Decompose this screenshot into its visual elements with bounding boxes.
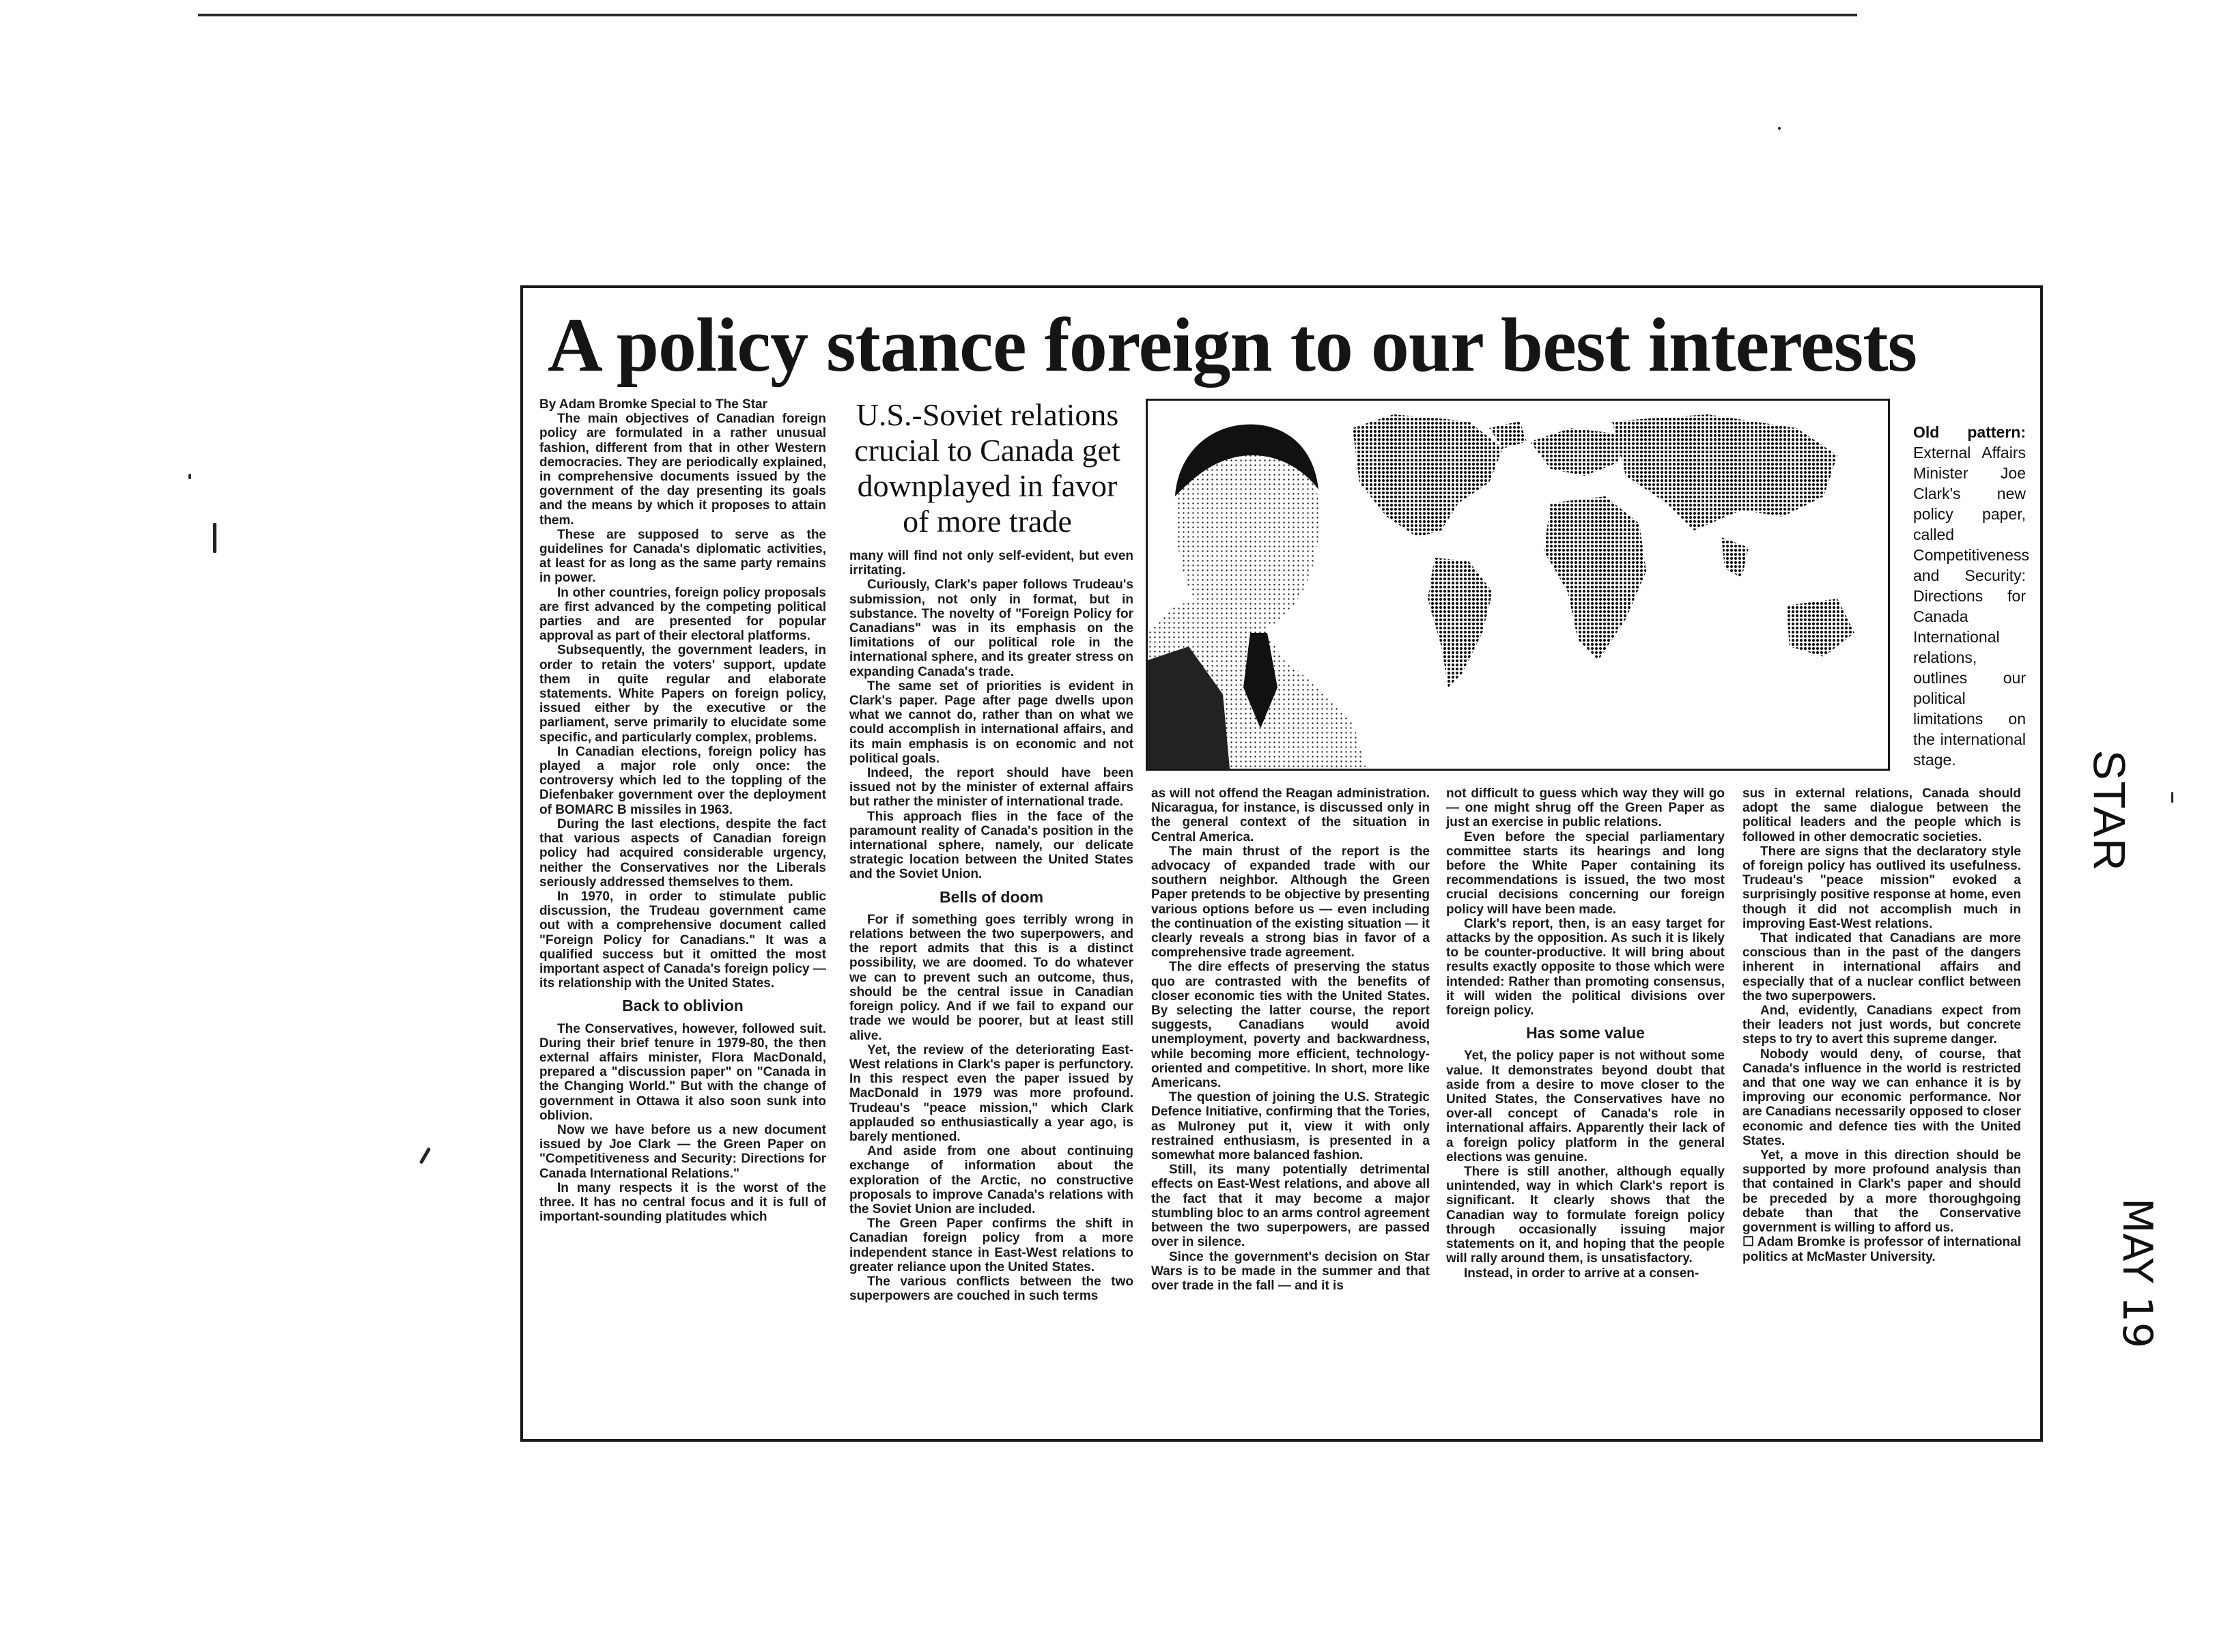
deck-subheadline: U.S.-Soviet relations crucial to Canada get downplayed in favor of more trade	[854, 397, 1120, 539]
publication-note: STAR	[2084, 750, 2135, 872]
paragraph: The Conservatives, however, followed suit. During their brief tenure in 1979-80, the then external affairs minister, Flora MacDonald, prepared a "discussion paper" on "Canada in the Changing World." But with the change of government in Ottawa it also soon sunk into oblivion.	[539, 1021, 826, 1123]
paragraph: In many respects it is the worst of the three. It has no central focus and it is full of important-sounding platitudes which	[539, 1180, 826, 1225]
paragraph: In Canadian elections, foreign policy has played a major role only once: the controversy which led to the toppling of the Diefenbaker government over the deployment of BOMARC B missiles in 1963.	[539, 744, 826, 817]
paragraph: Curiously, Clark's paper follows Trudeau's submission, not only in format, but in substance. The novelty of "Foreign Policy for Canadians" was in its emphasis on the limitations of our political role in the international sphere, and its greater stress on expanding Canada's trade.	[849, 578, 1133, 679]
scan-top-rule	[198, 14, 1857, 16]
caption-text: External Affairs Minister Joe Clark's new policy paper, called Competitiveness and Security: Directions for Canada International relations, outlines our political limitations on the international stage.	[1913, 444, 2030, 769]
subhead-bells-of-doom: Bells of doom	[939, 887, 1044, 906]
paragraph: That indicated that Canadians are more conscious than in the past of the dangers inherent in international affairs and especially that of a nuclear conflict between the two superpowers.	[1742, 931, 2021, 1003]
paragraph: Since the government's decision on Star Wars is to be made in the summer and that over trade in the fall — and it is	[1151, 1249, 1430, 1293]
paragraph: Instead, in order to arrive at a consen-	[1464, 1266, 1699, 1281]
author-note: ☐ Adam Bromke is professor of international politics at McMaster University.	[1742, 1235, 2021, 1264]
byline: By Adam Bromke Special to The Star	[539, 397, 768, 412]
paragraph: Yet, a move in this direction should be supported by more profound analysis than that contained in Clark's paper and should be preceded by a more thoroughgoing debate than that the Conservative government is willing to afford us.	[1742, 1148, 2021, 1236]
paragraph: The question of joining the U.S. Strategic Defence Initiative, confirming that the Tories, as Mulroney put it, view it with only restrained enthusiasm, is presented in a somewhat more balanced fashion.	[1151, 1090, 1430, 1163]
newspaper-clipping	[520, 285, 2043, 1442]
portrait-over-world-map-icon	[1148, 401, 1888, 769]
paragraph: And, evidently, Canadians expect from their leaders not just words, but concrete steps to try to avert this supreme danger.	[1742, 1003, 2021, 1047]
caption-lead: Old pattern:	[1913, 423, 2026, 441]
paragraph: During the last elections, despite the fact that various aspects of Canadian foreign policy had acquired considerable urgency, neither the Conservatives nor the Liberals seriously addressed themselves to them.	[539, 816, 826, 889]
article-column-1	[539, 397, 826, 1224]
paragraph: Still, its many potentially detrimental effects on East-West relations, and above all the fact that it may become a major stumbling bloc to an arms control agreement between the two superpowers, are passed over in silence.	[1151, 1163, 1430, 1250]
paragraph: The Green Paper confirms the shift in Canadian foreign policy from a more independent stance in East-West relations to greater reliance upon the United States.	[849, 1216, 1133, 1274]
scan-speck	[2171, 792, 2173, 803]
paragraph: not difficult to guess which way they will go — one might shrug off the Green Paper as just an exercise in public relations.	[1446, 786, 1725, 830]
paragraph: Clark's report, then, is an easy target for attacks by the opposition. As such it is likely to be counter-productive. It will bring about results exactly opposite to those which were intended: Rather than promoting consensus, it will widen the political divisions over foreign policy.	[1446, 916, 1725, 1019]
paragraph: sus in external relations, Canada should adopt the same dialogue between the political leaders and the people which is followed in other democratic societies.	[1742, 786, 2021, 844]
article-column-3	[1151, 786, 1430, 1293]
paragraph: The main thrust of the report is the advocacy of expanded trade with our southern neighbor. Although the Green Paper pretends to be objective by presenting various options before us — even including the continuation of the existing situation — it clearly reveals a strong bias in favor of a comprehensive trade agreement.	[1151, 844, 1430, 960]
article-column-5	[1742, 786, 2021, 1264]
paragraph: For if something goes terribly wrong in relations between the two superpowers, and the report admits that this is a distinct possibility, we are doomed. To do whatever we can to prevent such an outcome, thus, should be the central issue in Canadian foreign policy. And if we fail to expand our trade we would be poorer, but at least still alive.	[849, 912, 1133, 1043]
paragraph: In 1970, in order to stimulate public discussion, the Trudeau government came out with a comprehensive document called "Foreign Policy for Canadians." It was a qualified success but it omitted the most important aspect of Canada's foreign policy — its relationship with the United States.	[539, 889, 826, 991]
paragraph: Indeed, the report should have been issued not by the minister of external affairs but rather the minister of international trade.	[849, 766, 1133, 810]
paragraph: These are supposed to serve as the guidelines for Canada's diplomatic activities, at least for as long as the same party remains in power.	[539, 527, 826, 586]
paragraph: This approach flies in the face of the paramount reality of Canada's position in the international sphere, namely, our delicate strategic location between the United States and the Soviet Union.	[849, 809, 1133, 882]
paragraph: In other countries, foreign policy proposals are first advanced by the competing political parties and are presented for popular approval as part of their electoral platforms.	[539, 585, 826, 644]
paragraph: The same set of priorities is evident in Clark's paper. Page after page dwells upon what we cannot do, rather than on what we could accomplish in international affairs, and its main emphasis is on economic and not political goals.	[849, 679, 1133, 766]
paragraph: There is still another, although equally unintended, way in which Clark's report is significant. It clearly shows that the Canadian way to formulate foreign policy through occasionally issuing major statements on it, and hoping that the people will rally around them, is unsatisfactory.	[1446, 1165, 1725, 1266]
paragraph: Nobody would deny, of course, that Canada's influence in the world is restricted and that one way we can enhance it is by improving our economic performance. Nor are Canadians necessarily opposed to closer economic and defence ties with the United States.	[1742, 1046, 2021, 1148]
scan-speck	[213, 523, 216, 553]
paragraph: Even before the special parliamentary committee starts its hearings and long before the White Paper containing its recommendations is issued, the two most crucial decisions concerning our foreign policy will have been made.	[1446, 829, 1725, 917]
headline: A policy stance foreign to our best interests	[548, 303, 1917, 388]
photo-caption	[1913, 422, 2030, 770]
scan-speck	[1778, 127, 1781, 130]
article-column-2	[849, 549, 1133, 1303]
paragraph: Subsequently, the government leaders, in order to retain the voters' support, update them in quite regular and elaborate statements. White Papers on foreign policy, issued either by the executive or the parliament, serve primarily to elucidate some specific, and particularly complex, problems.	[539, 643, 826, 745]
paragraph: Now we have before us a new document issued by Joe Clark — the Green Paper on "Competitiveness and Security: Directions for Canada International Relations."	[539, 1122, 826, 1181]
paragraph: The main objectives of Canadian foreign policy are formulated in a rather unusual fashion, different from that in other Western democracies. They are periodically explained, in comprehensive documents issued by the government of the day presenting its goals and the means by which it proposes to attain them.	[539, 412, 826, 528]
article-column-4	[1446, 786, 1725, 1281]
paragraph: There are signs that the declaratory style of foreign policy has outlived its usefulness. Trudeau's "peace mission" evoked a surprisingly positive response at home, even though it did not accomplish much in improving East-West relations.	[1742, 844, 2021, 931]
paragraph: The various conflicts between the two superpowers are couched in such terms	[849, 1274, 1133, 1304]
paragraph: as will not offend the Reagan administration. Nicaragua, for instance, is discussed only in the general context of the situation in Central America.	[1151, 786, 1430, 844]
paragraph: The dire effects of preserving the status quo are contrasted with the benefits of closer economic ties with the United States. By selecting the latter course, the report suggests, Canadians would avoid unemployment, poverty and backwardness, while becoming more efficient, technology-oriented and competitive. In short, more like Americans.	[1151, 960, 1430, 1091]
date-note: MAY 19	[2113, 1197, 2162, 1349]
paragraph: Yet, the review of the deteriorating East-West relations in Clark's paper is perfunctory. In this respect even the paper issued by MacDonald in 1979 was more profound. Trudeau's "peace mission," which Clark applauded so enthusiastically a year ago, is barely mentioned.	[849, 1042, 1133, 1144]
scan-speck	[419, 1147, 431, 1164]
scan-speck	[188, 474, 191, 479]
paragraph: And aside from one about continuing exchange of information about the exploration of the Arctic, no constructive proposals to improve Canada's relations with the Soviet Union are included.	[849, 1144, 1133, 1216]
paragraph: many will find not only self-evident, but even irritating.	[849, 549, 1133, 578]
subhead-has-some-value: Has some value	[1526, 1024, 1645, 1042]
portrait-over-world-map-photo	[1146, 399, 1890, 771]
paragraph: Yet, the policy paper is not without some value. It demonstrates beyond doubt that aside from a desire to move closer to the United States, the Conservatives have no over-all concept of Canada's role in international affairs. Apparently their lack of a foreign policy platform in the general elections was genuine.	[1446, 1049, 1725, 1165]
subhead-back-to-oblivion: Back to oblivion	[622, 997, 744, 1015]
